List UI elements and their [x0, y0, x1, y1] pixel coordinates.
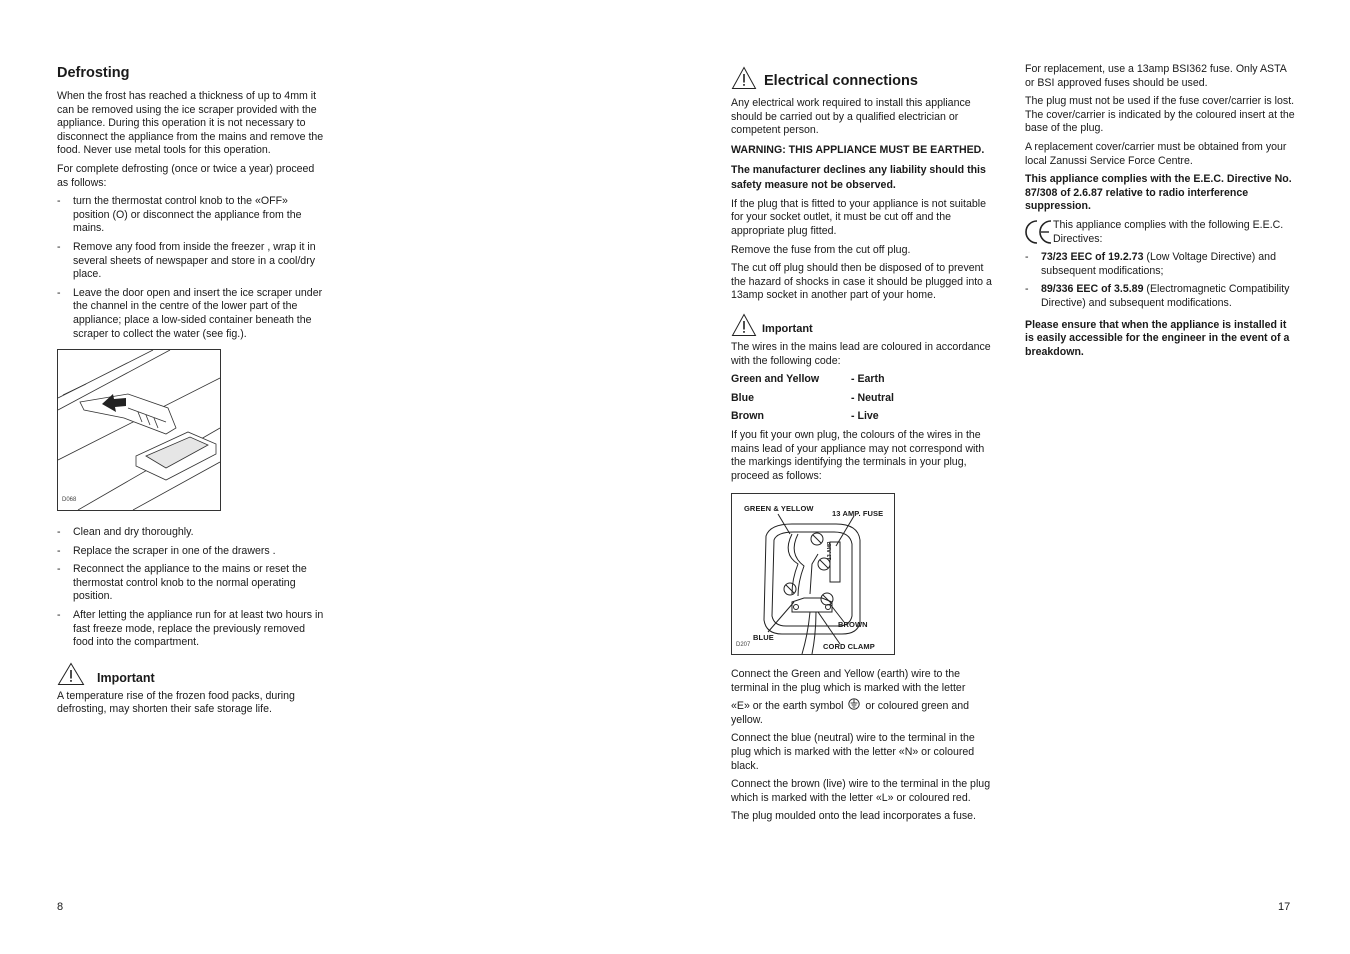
directives-list [1025, 251, 1295, 310]
cutoff-paragraph: The cut off plug should then be disposed of to prevent the hazard of shocks in case it should be plugged into a 13amp socket in another part of your home. [731, 262, 992, 302]
list-item [1025, 251, 1295, 278]
green-wire-text-1: «E» or the earth symbol [731, 700, 844, 713]
eec-compliance: This appliance complies with the E.E.C. Directive No. 87/308 of 2.6.87 relative to radio interference suppression. [1025, 173, 1292, 213]
plug-paragraph: If the plug that is fitted to your appliance is not suitable for your socket outlet, it must be cut off and the appropriate plug fitted. [731, 197, 986, 237]
service-centre-paragraph: A replacement cover/carrier must be obtained from your local Zanussi Service Force Centre. [1025, 140, 1287, 167]
important-title: Important [97, 671, 155, 686]
directive-text: (Electromagnetic Compatibility Directive) and subsequent modifications. [1041, 283, 1290, 309]
defrost-complete: For complete defrosting (once or twice a year) proceed as follows: [57, 162, 315, 189]
list-item: - Reconnect the appliance to the mains or reset the thermostat control knob to the normal operating position. [57, 563, 325, 604]
ce-mark-icon [1025, 218, 1053, 246]
plug-wiring-figure [731, 493, 895, 655]
label-cord-clamp: CORD CLAMP [823, 642, 875, 652]
list-item: - Remove any food from inside the freezer , wrap it in several sheets of newspaper and store in a cool/dry place. [57, 241, 325, 282]
ice-scraper-figure [57, 349, 221, 511]
electrical-column [731, 66, 995, 829]
defrost-steps-1 [57, 195, 325, 341]
fuse-cover-paragraph: The plug must not be used if the fuse cover/carrier is lost. The cover/carrier is indicated by the coloured insert at the base of the plug. [1025, 95, 1295, 135]
wire-meaning: - Neutral [851, 391, 894, 404]
figure-code: D068 [62, 496, 77, 503]
green-wire-paragraph-a: Connect the Green and Yellow (earth) wire to the terminal in the plug which is marked with the letter [731, 668, 966, 694]
earth-warning: WARNING: THIS APPLIANCE MUST BE EARTHED. [731, 143, 985, 156]
list-item: - turn the thermostat control knob to the «OFF» position (O) or disconnect the appliance from the mains. [57, 195, 325, 236]
defrost-steps-2 [57, 526, 325, 650]
label-brown: BROWN [838, 620, 868, 630]
page-number-left: 8 [57, 901, 64, 913]
brown-wire-paragraph: Connect the brown (live) wire to the terminal in the plug which is marked with the letter «L» or coloured red. [731, 778, 991, 804]
wire-colour: Brown [731, 410, 764, 423]
wire-colour: Green and Yellow [731, 373, 820, 386]
warning-triangle-icon [57, 662, 85, 686]
left-page-column [57, 64, 325, 722]
directive-text: (Low Voltage Directive) and subsequent modifications; [1041, 251, 1276, 277]
replacement-fuse-paragraph: For replacement, use a 13amp BSI362 fuse. Only ASTA or BSI approved fuses should be used. [1025, 63, 1287, 89]
important-title: Important [762, 323, 813, 336]
wire-code-row [731, 410, 995, 424]
wire-meaning: - Live [851, 410, 879, 423]
electrical-intro: Any electrical work required to install this appliance should be carried out by a qualified electrician or competent person. [731, 97, 971, 137]
electrical-heading: Electrical connections [764, 73, 918, 89]
defrost-intro: When the frost has reached a thickness of up to 4mm it can be removed using the ice scraper provided with the appliance. During this operation it is not necessary to disconnect the appliance from the mains and remove the food. Never use metal tools for this operation. [57, 90, 324, 157]
label-fuse-body: 13 AMP [827, 541, 833, 561]
important-heading-row [57, 662, 325, 686]
wire-colour: Blue [731, 391, 754, 404]
label-green-yellow: GREEN & YELLOW [744, 504, 814, 514]
accessibility-notice: Please ensure that when the appliance is installed it is easily accessible for the engineer in the event of a breakdown. [1025, 318, 1290, 358]
list-item: - Replace the scraper in one of the drawers . [57, 545, 325, 559]
ce-text: This appliance complies with the following E.E.C. Directives: [1053, 218, 1284, 245]
ice-scraper-illustration [58, 350, 220, 510]
figure-code: D207 [736, 641, 751, 648]
blue-wire-paragraph: Connect the blue (neutral) wire to the terminal in the plug which is marked with the letter «N» or coloured black. [731, 732, 975, 772]
wires-intro: The wires in the mains lead are coloured in accordance with the following code: [731, 340, 991, 367]
wire-meaning: - Earth [851, 373, 885, 386]
list-item: - After letting the appliance run for at least two hours in fast freeze mode, replace the previously removed food into the compartment. [57, 609, 325, 650]
electrical-heading-row [731, 66, 995, 90]
important-heading-row [731, 313, 995, 337]
wire-code-row [731, 392, 995, 406]
important-text: A temperature rise of the frozen food packs, during defrosting, may shorten their safe storage life. [57, 689, 295, 716]
right-page-column [1025, 63, 1295, 364]
defrosting-heading: Defrosting [57, 65, 130, 81]
remove-fuse-paragraph: Remove the fuse from the cut off plug. [731, 243, 911, 256]
page-number-right: 17 [1278, 901, 1291, 913]
warning-triangle-icon [731, 66, 757, 90]
own-plug-paragraph: If you fit your own plug, the colours of the wires in the mains lead of your appliance may not correspond with the markings identifying the terminals in your plug, proceed as follows: [731, 428, 985, 482]
liability-notice: The manufacturer declines any liability should this safety measure not be observed. [731, 163, 986, 191]
green-wire-paragraph-b [731, 698, 995, 727]
ce-compliance [1025, 219, 1295, 246]
earth-symbol-icon [848, 698, 860, 710]
list-item: - Leave the door open and insert the ice scraper under the channel in the centre of the lower part of the appliance; place a low-sided container beneath the scraper to collect the water (see fig.). [57, 287, 325, 341]
list-item: - Clean and dry thoroughly. [57, 526, 325, 540]
directive-code: 73/23 EEC of 19.2.73 [1041, 251, 1144, 264]
wire-code-row [731, 373, 995, 387]
green-wire-text-2: or coloured green and yellow. [731, 700, 970, 727]
list-item [1025, 283, 1295, 310]
moulded-plug-paragraph: The plug moulded onto the lead incorporates a fuse. [731, 810, 976, 823]
directive-code: 89/336 EEC of 3.5.89 [1041, 283, 1144, 296]
warning-triangle-icon [731, 313, 757, 337]
label-blue: BLUE [753, 633, 774, 643]
label-fuse: 13 AMP. FUSE [832, 509, 884, 519]
